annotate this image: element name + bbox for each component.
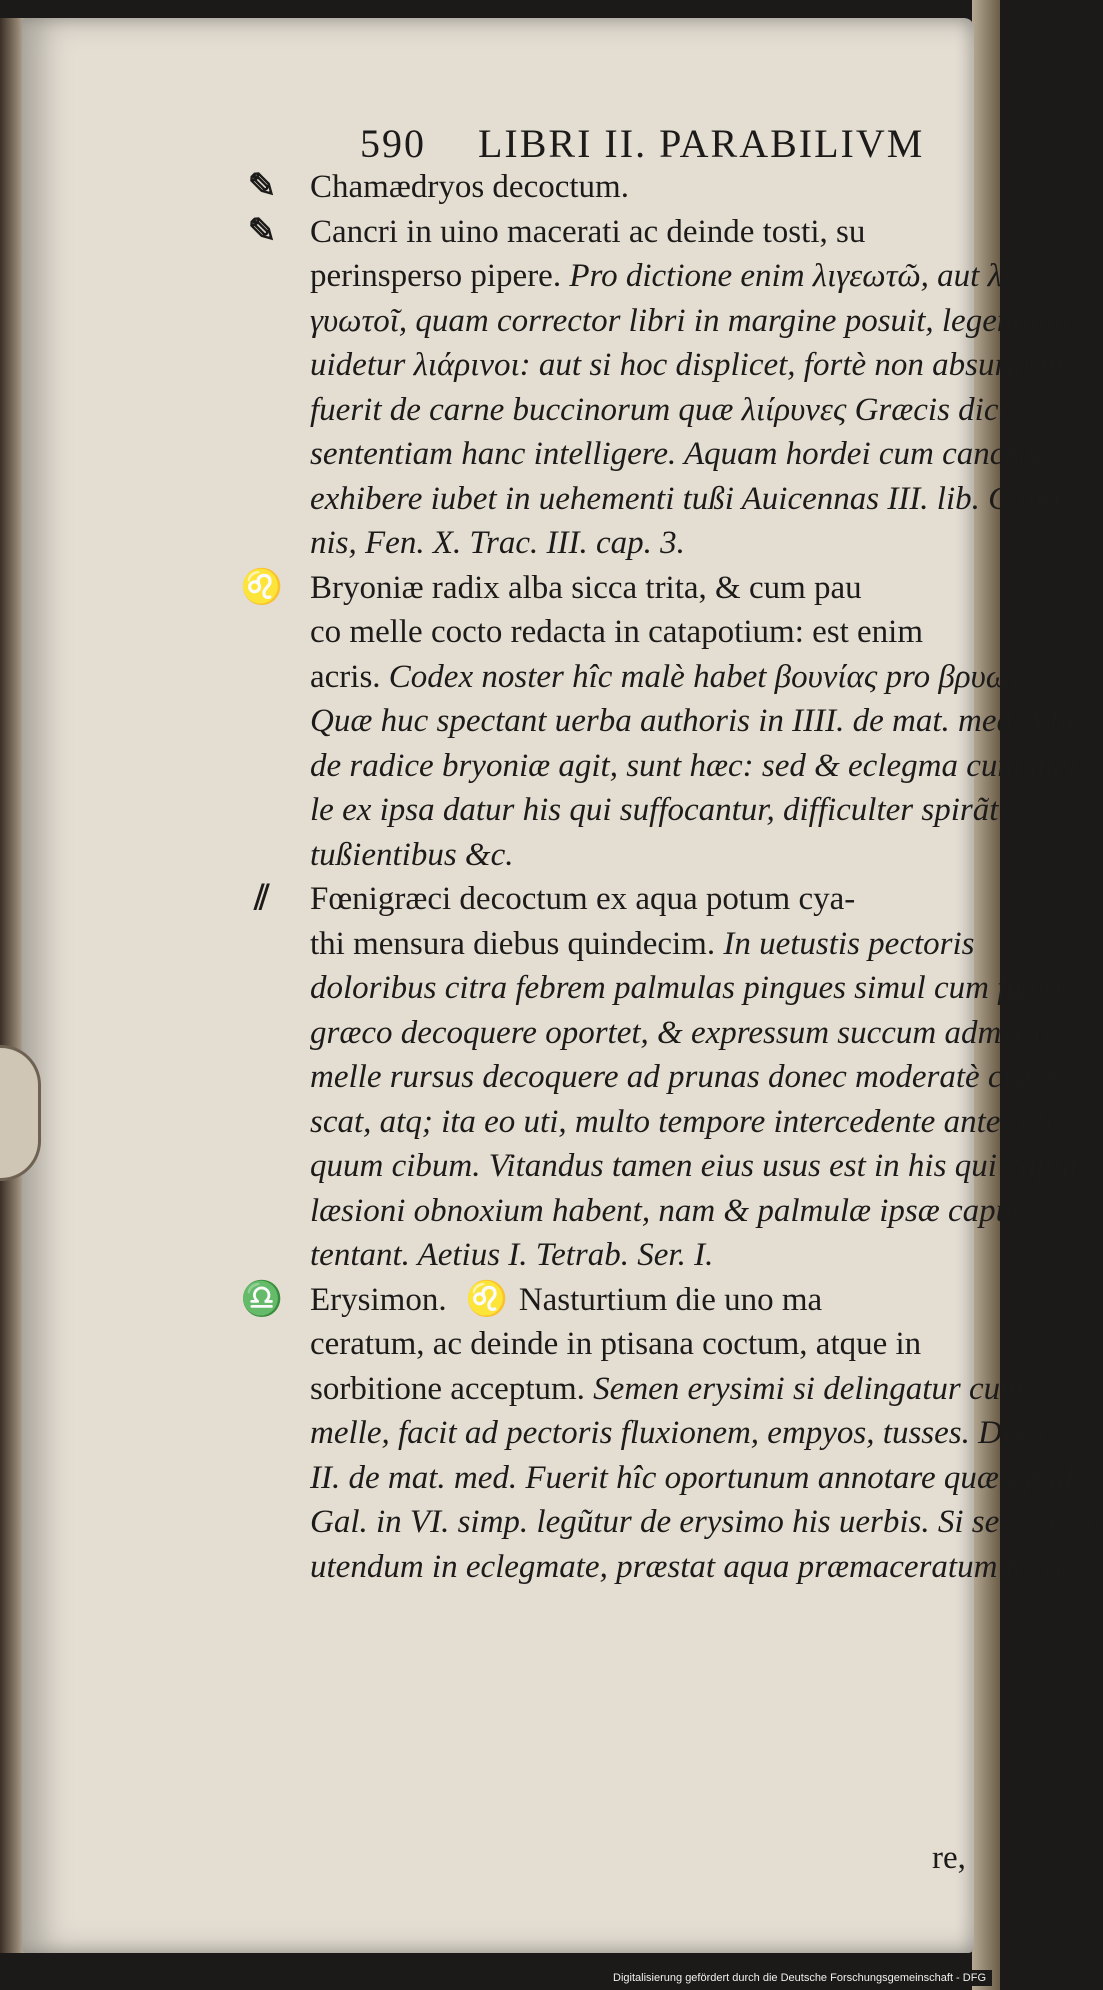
text-line: [310, 610, 965, 655]
text-segment: nis, Fen. X. Trac. III. cap. 3.: [310, 525, 685, 561]
text-line: [310, 1545, 1082, 1590]
text-segment: tentant. Aetius I. Tetrab. Ser. I.: [310, 1237, 714, 1273]
body-text: [240, 165, 1103, 1589]
digitization-credit: Digitalisierung gefördert durch die Deutsche Forschungsgemeinschaft - DFG: [607, 1970, 992, 1986]
text-segment: Chamædryos decoctum.: [310, 169, 629, 205]
text-line: [310, 833, 965, 878]
text-line: [310, 432, 1040, 477]
text-line: [310, 521, 965, 566]
text-segment: quum cibum. Vitandus tamen eius usus est in his qui caput: [310, 1148, 1079, 1184]
text-segment: Bryoniæ radix alba sicca trita, & cum pau: [310, 569, 862, 606]
text-line: [247, 165, 965, 210]
text-line: [310, 1456, 1074, 1501]
text-line: [310, 343, 1063, 388]
text-line: [310, 966, 1073, 1011]
text-segment: uidetur λιάρινοι: aut si hoc displicet, fortè non absurdum: [310, 347, 1063, 383]
text-line: [310, 922, 975, 967]
text-line: [310, 1411, 1098, 1456]
text-segment: Quæ huc spectant uerba authoris in IIII. de mat. med. Vbi: [310, 703, 1076, 739]
text-segment: Nasturtium die uno ma: [518, 1281, 823, 1318]
text-segment: utendum in eclegmate, præstat aqua præmaceratum torre-: [310, 1548, 1082, 1585]
text-segment: melle, facit ad pectoris fluxionem, empyos, tusses. Disco. in: [310, 1415, 1098, 1451]
page-clip: [0, 1045, 41, 1181]
text-line: [310, 1100, 1065, 1145]
text-line: [310, 744, 1089, 789]
text-segment: sententiam hanc intelligere.: [310, 436, 684, 472]
text-segment: Semen erysimi si delingatur cum: [593, 1370, 1024, 1407]
text-line: [310, 1500, 1103, 1545]
text-line: [310, 1055, 1084, 1100]
text-line: [310, 1144, 1079, 1189]
page-number: 590: [360, 121, 426, 166]
text-segment: de radice bryoniæ agit, sunt hæc: sed & eclegma cum mel-: [310, 747, 1089, 784]
text-segment: Codex noster hîc malè habet βουνίας pro βρυωνίας.: [388, 658, 1072, 695]
text-segment: ceratum, ac deinde in ptisana coctum, atque in: [310, 1326, 922, 1362]
text-segment: tußientibus &c.: [310, 836, 514, 873]
text-line: [310, 388, 1075, 433]
text-segment: læsioni obnoxium habent, nam & palmulæ ipsæ caput: [310, 1192, 1022, 1229]
text-segment: perinsperso pipere.: [310, 258, 570, 294]
leo-sign-2-icon: ♌: [465, 1280, 508, 1318]
text-line: [310, 1233, 965, 1278]
text-segment: Pro dictione enim λιγεωτῶ, aut λι-: [569, 258, 1023, 294]
running-header: [360, 120, 924, 167]
text-line: [310, 254, 1023, 299]
text-segment: græco decoquere oportet, & expressum succum admixto: [310, 1014, 1051, 1051]
text-segment: Erysimon.: [310, 1281, 455, 1318]
text-line: [310, 788, 1062, 833]
text-segment: Fœnigræci decoctum ex aqua potum cya-: [310, 881, 856, 917]
pen-mark-2-icon: ✎: [247, 212, 277, 250]
text-line: [247, 210, 965, 255]
text-segment: melle rursus decoquere ad prunas donec moderatè crasse-: [310, 1059, 1084, 1095]
text-line: [310, 655, 1072, 700]
text-line: [310, 1011, 1051, 1056]
text-segment: scat, atq; ita eo uti, multo tempore intercedente ante reli-: [310, 1103, 1065, 1140]
text-segment: co melle cocto redacta in catapotium: est enim: [310, 614, 923, 650]
text-line: [310, 1367, 1024, 1412]
text-segment: II. de mat. med. Fuerit hîc oportunum annotare quæ apud: [310, 1459, 1074, 1496]
text-segment: sorbitione acceptum.: [310, 1370, 594, 1407]
sign-mark-icon: ♎: [240, 1280, 284, 1318]
catchword: re,: [932, 1840, 966, 1876]
text-segment: γυωτοῖ, quam corrector libri in margine posuit, legendum: [310, 302, 1071, 339]
text-segment: thi mensura diebus quindecim.: [310, 925, 724, 962]
text-segment: Gal. in VI. simp. legũtur de erysimo his uerbis. Si semine sit: [310, 1504, 1103, 1540]
text-line: [310, 299, 1071, 344]
text-line: [254, 877, 965, 922]
leo-sign-1-icon: ♌: [240, 568, 284, 606]
running-title: LIBRI II. PARABILIVM: [478, 121, 925, 166]
double-mark-icon: ⫽: [254, 880, 270, 917]
text-segment: Aquam hordei cum cancris: [683, 436, 1040, 472]
text-segment: In uetustis pectoris: [723, 925, 975, 962]
text-segment: exhibere iubet in uehementi tußi Auicennas III. lib. Cano-: [310, 480, 1071, 517]
text-segment: fuerit de carne buccinorum quæ λιίρυνες Græcis dicuntur,: [310, 391, 1075, 428]
text-line: [240, 566, 965, 611]
text-segment: doloribus citra febrem palmulas pingues simul cum fœno-: [310, 970, 1073, 1006]
text-segment: Cancri in uino macerati ac deinde tosti, su: [310, 213, 866, 250]
text-line: [310, 1322, 965, 1367]
text-segment: le ex ipsa datur his qui suffocantur, difficulter spirãtibus,: [310, 792, 1062, 828]
text-line: [310, 477, 1071, 522]
text-line: [240, 1278, 965, 1323]
pen-mark-1-icon: ✎: [247, 168, 277, 205]
text-line: [310, 1189, 1022, 1234]
text-segment: acris.: [310, 658, 389, 695]
text-line: [310, 699, 1076, 744]
